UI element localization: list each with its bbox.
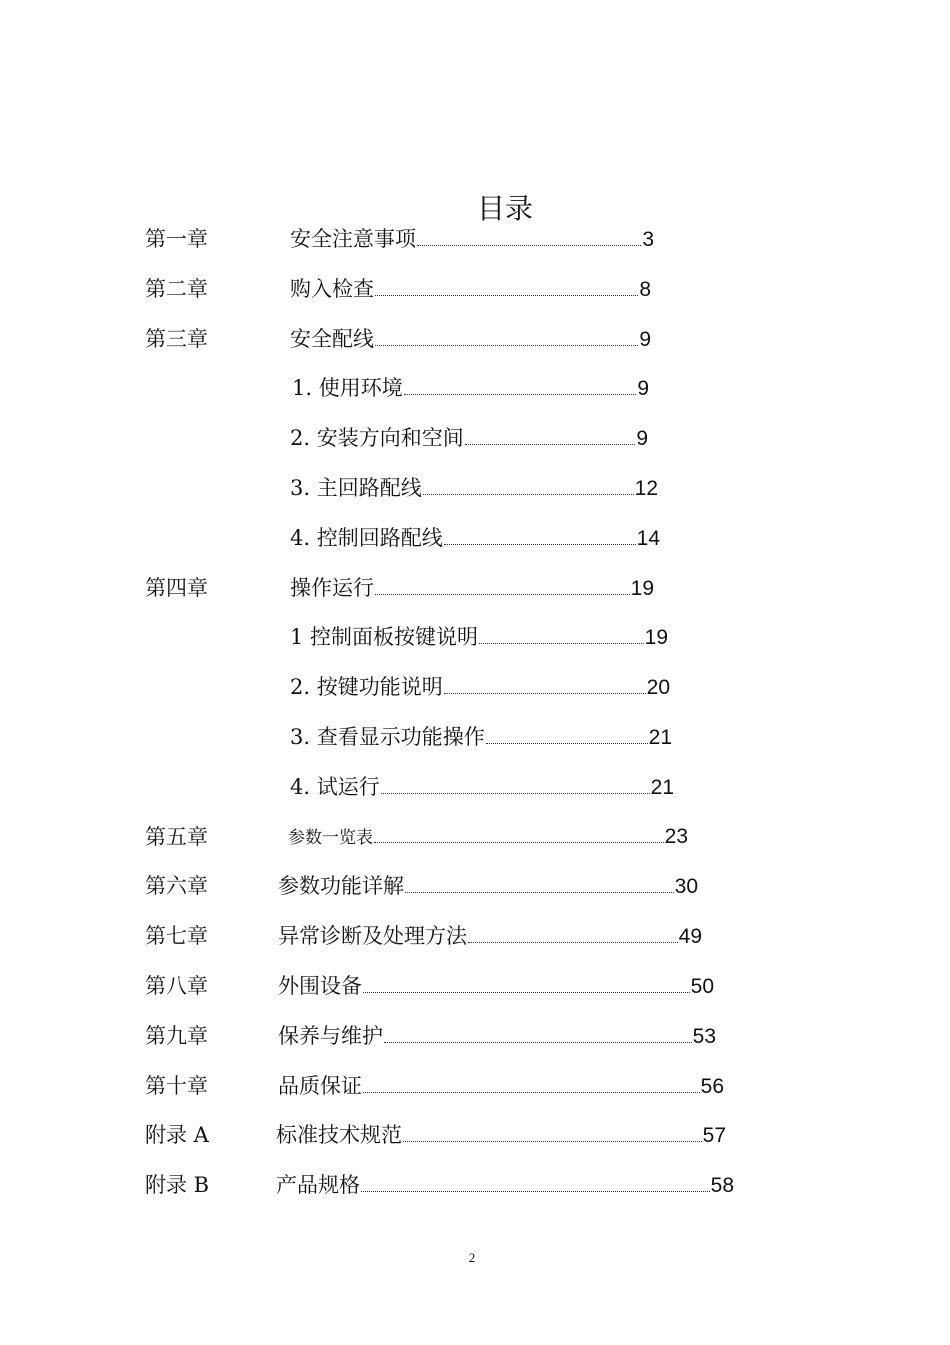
toc-entry [290,621,668,654]
toc-entry-title: 标准技术规范 [276,1123,402,1148]
toc-entry-title: 安全配线 [290,326,374,351]
toc-entry-title: 购入检查 [290,276,374,301]
toc-leader [479,642,644,644]
toc-entry-title: 2. 按键功能说明 [290,675,443,700]
page-number: 2 [468,1250,476,1265]
toc-entry [276,1119,726,1152]
toc-entry [292,372,649,405]
toc-row[interactable] [0,920,950,970]
toc-leader [381,792,650,794]
toc-entry [290,223,654,256]
toc-row[interactable] [0,671,950,721]
toc-entry-title: 异常诊断及处理方法 [278,924,467,949]
toc-entry [278,920,702,953]
toc-leader [363,991,690,993]
toc-page-number: 9 [639,327,651,351]
toc-entry [290,273,651,306]
toc-row[interactable] [0,621,950,671]
toc-row[interactable] [0,472,950,522]
toc-entry-title: 3. 主回路配线 [290,475,422,500]
toc-chapter: 附录 B [145,1173,210,1198]
toc-entry [276,1169,734,1202]
toc-leader [404,393,637,395]
toc-entry-title: 外围设备 [278,973,362,998]
toc-row[interactable] [0,1169,950,1219]
toc-chapter: 第十章 [145,1073,208,1098]
toc-page-number: 23 [664,824,688,848]
table-of-contents [0,223,950,1219]
toc-chapter: 第八章 [145,973,208,998]
toc-page-number: 9 [636,427,648,451]
toc-page-number: 53 [692,1024,716,1048]
toc-entry [278,870,698,903]
toc-chapter: 第六章 [145,874,208,899]
toc-row[interactable] [0,372,950,422]
toc-page-number: 12 [634,476,658,500]
toc-entry [278,1020,716,1053]
toc-entry [278,1070,724,1103]
toc-entry-title: 产品规格 [276,1173,360,1198]
toc-leader [361,1190,710,1192]
toc-page-number: 56 [700,1074,724,1098]
toc-row[interactable] [0,970,950,1020]
toc-row[interactable] [0,273,950,323]
toc-leader [375,294,638,296]
toc-entry-title: 1. 使用环境 [292,376,403,401]
toc-leader [403,1140,702,1142]
toc-row[interactable] [0,771,950,821]
toc-leader [486,742,648,744]
toc-leader [405,891,674,893]
toc-page-number: 19 [630,576,654,600]
toc-page-number: 49 [678,925,702,949]
toc-entry-title: 操作运行 [290,575,374,600]
toc-leader [363,1091,700,1093]
toc-row[interactable] [0,1070,950,1120]
toc-entry [290,771,674,804]
toc-chapter: 第三章 [145,326,208,351]
toc-entry-title: 4. 控制回路配线 [290,525,443,550]
toc-entry [290,472,658,505]
toc-row[interactable] [0,721,950,771]
toc-entry [278,970,714,1003]
toc-entry-title: 安全注意事项 [290,227,416,251]
toc-chapter: 第九章 [145,1023,208,1048]
toc-page-number: 19 [644,626,668,650]
toc-entry [290,323,651,356]
toc-leader [375,593,630,595]
toc-row[interactable] [0,1119,950,1169]
toc-entry-title: 3. 查看显示功能操作 [290,724,485,749]
toc-page-number: 30 [674,875,698,899]
toc-chapter: 第一章 [145,227,208,251]
toc-leader [468,941,678,943]
toc-leader [423,493,634,495]
toc-page-number: 14 [636,526,660,550]
toc-entry [288,821,688,854]
toc-row[interactable] [0,870,950,920]
toc-page-number: 8 [639,277,651,301]
toc-entry [290,572,654,605]
toc-entry [290,721,672,754]
toc-leader [417,244,641,246]
toc-row[interactable] [0,522,950,572]
toc-chapter: 第五章 [145,824,208,849]
toc-page-number: 50 [690,974,714,998]
toc-leader [444,692,646,694]
toc-page-number: 20 [646,676,670,700]
toc-row[interactable] [0,821,950,871]
toc-page-number: 9 [637,377,649,401]
toc-entry-title: 4. 试运行 [290,774,380,799]
toc-row[interactable] [0,572,950,622]
toc-entry-title: 2. 安装方向和空间 [290,426,464,451]
toc-page-number: 3 [642,228,654,251]
toc-row[interactable] [0,223,950,273]
toc-row[interactable] [0,1020,950,1070]
toc-entry [290,671,670,704]
toc-page-number: 58 [710,1174,734,1198]
toc-page-number: 21 [650,775,674,799]
toc-entry-title: 1 控制面板按键说明 [290,625,479,650]
toc-page-number: 57 [702,1124,726,1148]
toc-chapter: 第二章 [145,276,208,301]
toc-entry-title: 参数功能详解 [278,874,404,899]
toc-leader [444,543,636,545]
toc-entry-title: 参数一览表 [288,827,373,848]
toc-entry [290,422,648,455]
toc-row[interactable] [0,422,950,472]
toc-leader [384,1041,692,1043]
toc-chapter: 第四章 [145,575,208,600]
toc-entry-title: 保养与维护 [278,1023,383,1048]
toc-leader [375,344,638,346]
toc-leader [374,841,664,843]
toc-entry [290,522,660,555]
toc-page-number: 21 [648,725,672,749]
toc-title: 目录 [476,191,533,225]
toc-leader [465,443,636,445]
toc-row[interactable] [0,323,950,373]
toc-entry-title: 品质保证 [278,1073,362,1098]
toc-chapter: 第七章 [145,924,208,949]
toc-chapter: 附录 A [145,1123,209,1148]
